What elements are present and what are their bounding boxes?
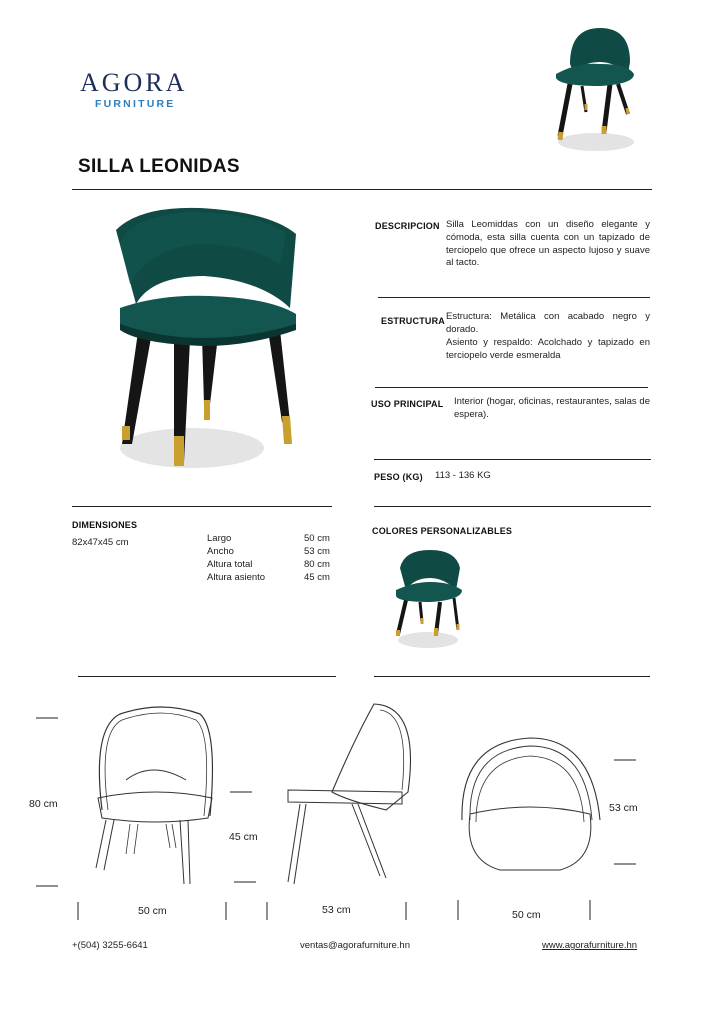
divider-peso bbox=[374, 506, 651, 507]
dim-name-largo: Largo bbox=[207, 533, 232, 544]
footer-phone: +(504) 3255-6641 bbox=[72, 940, 148, 951]
uso-label: USO PRINCIPAL bbox=[371, 399, 444, 409]
brand-logo-name: AGORA bbox=[80, 68, 188, 97]
dimensiones-label: DIMENSIONES bbox=[72, 520, 138, 530]
chair-color-swatch bbox=[390, 548, 466, 650]
estructura-text-1: Estructura: Metálica con acabado negro y dorado. bbox=[446, 311, 650, 335]
dim-name-altura-asiento: Altura asiento bbox=[207, 572, 266, 583]
side-view-drawing bbox=[226, 700, 416, 930]
footer-website-link[interactable]: www.agorafurniture.hn bbox=[542, 940, 638, 951]
page-title: SILLA LEONIDAS bbox=[78, 156, 240, 177]
top-view-drawing bbox=[440, 730, 640, 930]
front-view-drawing bbox=[30, 700, 230, 930]
divider-left-top bbox=[72, 506, 332, 507]
brand-logo-sub: FURNITURE bbox=[95, 98, 176, 110]
estructura-text-2: Asiento y respaldo: Acolchado y tapizado en terciopelo verde esmeralda bbox=[446, 337, 650, 361]
chair-thumbnail-top bbox=[548, 24, 640, 154]
colores-label: COLORES PERSONALIZABLES bbox=[372, 526, 513, 536]
dim-name-altura-total: Altura total bbox=[207, 559, 253, 570]
peso-value: 113 - 136 KG bbox=[435, 470, 491, 481]
descripcion-text: Silla Leomiddas con un diseño elegante y cómoda, esta silla cuenta con un tapizado de terciopelo que ofrece un aspecto lujoso y suave al tacto. bbox=[446, 219, 650, 269]
dim-name-ancho: Ancho bbox=[207, 546, 234, 557]
side-seat-height-label: 45 cm bbox=[229, 831, 258, 843]
estructura-label: ESTRUCTURA bbox=[381, 316, 445, 326]
front-height-label: 80 cm bbox=[29, 798, 58, 810]
title-divider bbox=[72, 189, 652, 190]
divider-left-bottom bbox=[78, 676, 336, 677]
divider-descripcion bbox=[378, 297, 650, 298]
dim-value-altura-asiento: 45 cm bbox=[304, 572, 330, 583]
top-depth-label: 53 cm bbox=[609, 802, 638, 814]
side-depth-label: 53 cm bbox=[322, 904, 351, 916]
dimensiones-summary: 82x47x45 cm bbox=[72, 537, 129, 548]
divider-estructura bbox=[375, 387, 648, 388]
divider-right-bottom bbox=[374, 676, 650, 677]
uso-text: Interior (hogar, oficinas, restaurantes, salas de espera). bbox=[454, 396, 650, 420]
descripcion-label: DESCRIPCION bbox=[375, 221, 440, 231]
peso-label: PESO (KG) bbox=[374, 472, 423, 482]
dim-value-ancho: 53 cm bbox=[304, 546, 330, 557]
front-width-label: 50 cm bbox=[138, 905, 167, 917]
divider-uso bbox=[374, 459, 651, 460]
chair-main-image bbox=[100, 204, 310, 479]
top-width-label: 50 cm bbox=[512, 909, 541, 921]
dim-value-altura-total: 80 cm bbox=[304, 559, 330, 570]
footer-email[interactable]: ventas@agorafurniture.hn bbox=[300, 940, 410, 951]
dim-value-largo: 50 cm bbox=[304, 533, 330, 544]
